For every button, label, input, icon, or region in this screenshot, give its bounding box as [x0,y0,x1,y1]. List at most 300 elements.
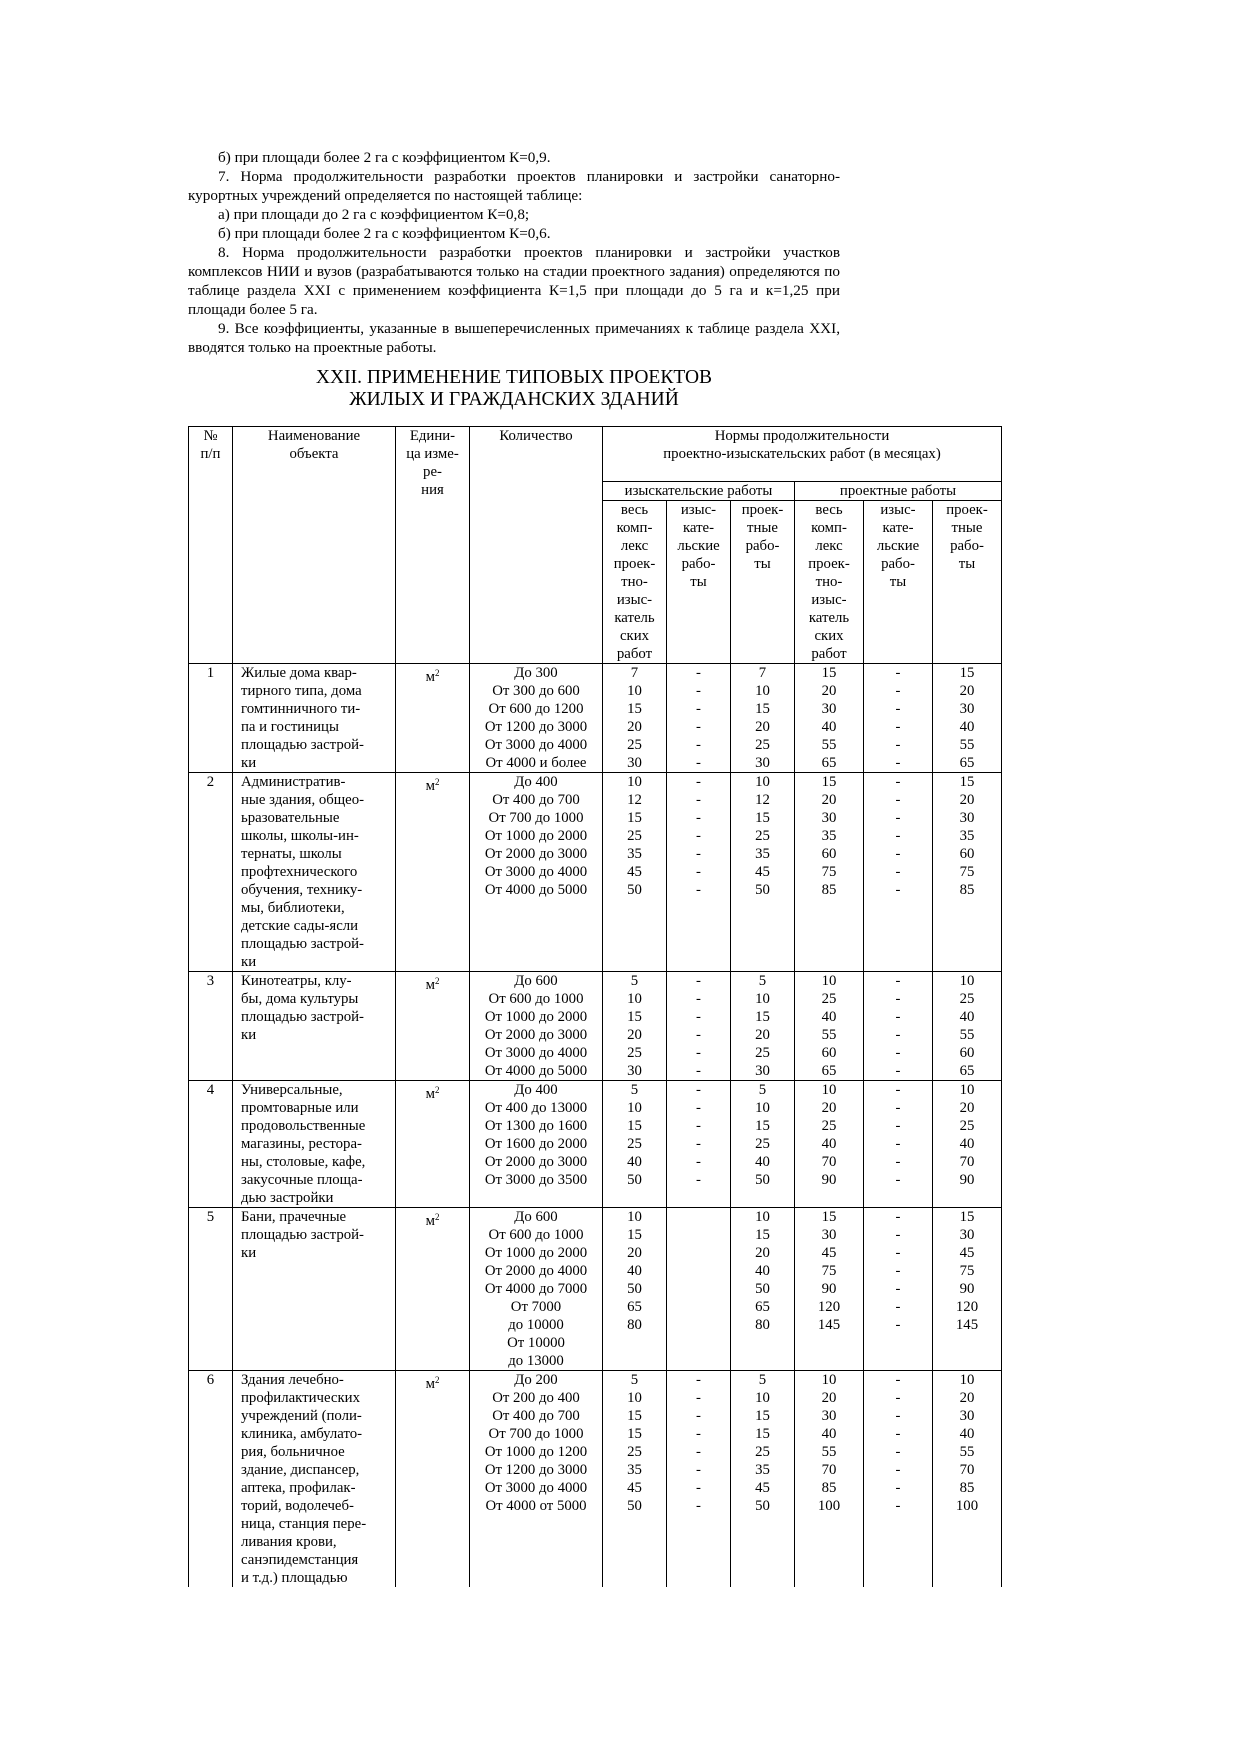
cell-line: От 4000 до 5000 [484,1063,588,1079]
cell-line: 40 [959,719,975,735]
cell-line: - [895,1462,901,1478]
cell-line: аптека, профилак- [241,1480,356,1496]
cell-line: 10 [627,1100,642,1116]
unit-exponent: 2 [434,668,440,678]
cell-line: - [895,882,901,898]
cell-line: тные [951,520,983,536]
cell-line: 25 [755,737,770,753]
cell-line: дью застройки [241,1190,334,1206]
cell-line: проек- [613,556,656,572]
cell-line: мы, библиотеки, [241,900,345,916]
cell-line: 15 [821,665,837,681]
cell-line: 70 [959,1154,975,1170]
value-col-6 [933,1208,1002,1371]
cell-line: тно- [815,574,843,590]
cell-line: 15 [627,701,642,717]
cell-line: 65 [959,1063,975,1079]
cell-line: 15 [755,1009,770,1025]
cell-line: 5 [758,973,767,989]
cell-line: площадью застрой- [241,1227,364,1243]
cell-line: - [895,1317,901,1333]
cell-line: 60 [821,1045,837,1061]
cell-line: 20 [821,683,837,699]
cell-line: Количество [499,428,573,444]
cell-line: 40 [821,1136,837,1152]
cell-line: - [895,1299,901,1315]
cell-line: 70 [821,1154,837,1170]
norms-table [188,426,1002,1587]
table-row [189,972,1002,1081]
cell-line: От 10000 [507,1335,565,1351]
cell-line: 10 [821,1082,837,1098]
cell-line: 10 [755,1100,770,1116]
cell-line: 45 [627,1480,642,1496]
cell-line: 20 [755,719,770,735]
cell-line: 90 [959,1172,975,1188]
cell-line: 65 [959,755,975,771]
cell-line: - [895,973,901,989]
cell-line: рия, больничное [241,1444,345,1460]
cell-line: 120 [955,1299,979,1315]
header-quantity [470,427,603,664]
cell-line: - [895,1082,901,1098]
header-norms [603,427,1002,482]
value-col-3 [731,1371,795,1588]
cell-line: - [696,810,701,826]
cell-line: 50 [627,1498,642,1514]
row-number: 4 [189,1081,233,1208]
cell-line: 75 [959,1263,975,1279]
row-number: 3 [189,972,233,1081]
cell-line: учреждений (поли- [241,1408,362,1424]
cell-line: - [696,991,701,1007]
cell-line: До 400 [514,774,558,790]
cell-line: продовольственные [241,1118,366,1134]
cell-line: 25 [627,1045,642,1061]
cell-line: 40 [755,1263,770,1279]
cell-line: 15 [755,1408,770,1424]
cell-line: - [895,683,901,699]
cell-line: - [895,1245,901,1261]
cell-line: 50 [755,882,770,898]
cell-line: 15 [821,774,837,790]
cell-line: От 1600 до 2000 [484,1136,588,1152]
row-number: 5 [189,1208,233,1371]
cell-line: 25 [627,828,642,844]
object-name [233,972,396,1081]
value-col-1 [603,1371,667,1588]
cell-line: 45 [627,864,642,880]
cell-line: 40 [755,1154,770,1170]
note-paragraph: 8. Норма продолжительности разработки проектов планировки и застройки участков комплексов НИИ и вузов (разрабатываются только на стадии проектного задания) определяются по таблице раздела XXI с применением коэффициента К=1,5 при площади до 5 га и к=1,25 при площади более 5 га. [188,244,840,318]
cell-line: 7 [630,665,639,681]
value-col-4 [795,1208,864,1371]
cell-line: 40 [627,1154,642,1170]
value-col-3 [731,664,795,773]
cell-line: 60 [959,846,975,862]
cell-line: 90 [821,1172,837,1188]
cell-line: 7 [758,665,767,681]
cell-line: От 600 до 1000 [488,991,584,1007]
cell-line: 80 [627,1317,642,1333]
cell-line: 20 [627,1245,642,1261]
value-col-3 [731,773,795,972]
cell-line: - [895,1408,901,1424]
cell-line: 65 [627,1299,642,1315]
cell-line: 15 [627,1426,642,1442]
cell-line: - [696,792,701,808]
cell-line: профтехнического [241,864,358,880]
cell-line: ки [241,954,257,970]
cell-line: ки [241,755,257,771]
cell-line: 55 [959,1444,975,1460]
cell-line: 40 [821,1426,837,1442]
cell-line: - [696,1118,701,1134]
row-number: 6 [189,1371,233,1588]
cell-line: - [895,810,901,826]
header-sub-5 [864,501,933,664]
value-col-5 [864,1371,933,1588]
unit-base: м [425,1086,435,1102]
cell-line: 60 [959,1045,975,1061]
cell-line: - [895,846,901,862]
cell-line: изыс- [811,592,847,608]
cell-line: От 2000 до 4000 [484,1263,588,1279]
cell-line: - [696,864,701,880]
header-sub-2 [667,501,731,664]
cell-line: - [696,1462,701,1478]
cell-line: объекта [289,446,339,462]
cell-line: - [696,1136,701,1152]
cell-line: - [895,1263,901,1279]
cell-line: 50 [755,1498,770,1514]
value-col-1 [603,972,667,1081]
cell-line: 25 [959,991,975,1007]
cell-line: - [895,1009,901,1025]
cell-line: От 1000 до 2000 [484,1009,588,1025]
cell-line: 10 [755,774,770,790]
unit-cell [396,972,470,1081]
notes-text [188,148,840,357]
header-row [189,427,1002,482]
cell-line: школы, школы-ин- [241,828,359,844]
cell-line: - [895,1227,901,1243]
cell-line: - [696,701,701,717]
cell-line: 55 [959,1027,975,1043]
cell-line: тирного типа, дома [241,683,362,699]
quantity-range [470,664,603,773]
cell-line: 145 [817,1317,841,1333]
unit-cell [396,1208,470,1371]
header-design: проектные работы [795,482,1002,501]
cell-line: 10 [959,1372,975,1388]
cell-line: 65 [821,1063,837,1079]
cell-line: - [696,719,701,735]
cell-line: кате- [682,520,715,536]
cell-line: 50 [755,1281,770,1297]
value-col-2 [667,773,731,972]
cell-line: 10 [959,973,975,989]
section-heading [188,367,840,411]
cell-line: изыс- [680,502,717,518]
cell-line: От 1200 до 3000 [484,719,588,735]
cell-line: ца изме- [406,446,459,462]
cell-line: ты [690,574,707,590]
cell-line: До 300 [514,665,558,681]
cell-line: 30 [821,1227,837,1243]
cell-line: 35 [959,828,975,844]
cell-line: 40 [959,1136,975,1152]
cell-line: Бани, прачечные [241,1209,347,1225]
cell-line: 40 [821,719,837,735]
cell-line: торий, водолечеб- [241,1498,354,1514]
cell-line: изыс- [616,592,653,608]
cell-line: - [696,828,701,844]
cell-line: - [696,737,701,753]
cell-line: 85 [821,882,837,898]
cell-line: 25 [755,1045,770,1061]
cell-line: - [895,1118,901,1134]
cell-line: - [895,1372,901,1388]
cell-line: проек- [741,502,784,518]
cell-line: - [696,1082,701,1098]
header-sub-4 [795,501,864,664]
object-name [233,1081,396,1208]
cell-line: - [895,665,901,681]
cell-line: 10 [627,774,642,790]
cell-line: До 600 [514,973,558,989]
unit-value [426,778,440,794]
cell-line: - [895,1444,901,1460]
cell-line: До 400 [514,1082,558,1098]
cell-line: - [696,1100,701,1116]
cell-line: 60 [821,846,837,862]
cell-line: От 1000 до 2000 [484,1245,588,1261]
value-col-2 [667,1371,731,1588]
cell-line: рабо- [881,556,915,572]
unit-exponent: 2 [434,1375,440,1385]
value-col-2 [667,972,731,1081]
cell-line: 90 [959,1281,975,1297]
cell-line: ских [619,628,650,644]
cell-line: 90 [821,1281,837,1297]
note-paragraph: 9. Все коэффициенты, указанные в вышеперечисленных примечаниях к таблице раздела XXI, вводятся только на проектные работы. [188,320,840,356]
cell-line: 10 [755,991,770,1007]
cell-line: - [895,1154,901,1170]
cell-line: 20 [627,1027,642,1043]
cell-line: 40 [821,1009,837,1025]
value-col-4 [795,972,864,1081]
cell-line: 30 [959,1408,975,1424]
cell-line: 15 [959,1209,975,1225]
cell-line: 55 [959,737,975,753]
unit-value [426,1376,440,1392]
cell-line: 50 [627,1172,642,1188]
cell-line: 15 [755,1227,770,1243]
cell-line: От 400 до 700 [492,792,580,808]
cell-line: От 700 до 1000 [488,1426,584,1442]
cell-line: 15 [627,1118,642,1134]
cell-line: От 1000 до 1200 [484,1444,588,1460]
cell-line: 10 [821,973,837,989]
cell-line: ны, столовые, кафе, [241,1154,366,1170]
cell-line: - [696,774,701,790]
table-row [189,1371,1002,1588]
unit-value [426,977,440,993]
cell-line: - [696,665,701,681]
cell-line: 65 [755,1299,770,1315]
cell-line: 20 [627,719,642,735]
unit-base: м [425,1213,435,1229]
unit-exponent: 2 [434,777,440,787]
cell-line: 20 [821,1390,837,1406]
cell-line: - [895,1172,901,1188]
unit-exponent: 2 [434,1212,440,1222]
unit-cell [396,664,470,773]
cell-line: 35 [627,1462,642,1478]
value-col-5 [864,773,933,972]
cell-line: 45 [755,1480,770,1496]
cell-line: п/п [200,446,221,462]
cell-line: - [895,774,901,790]
cell-line: 10 [627,1390,642,1406]
value-col-4 [795,1371,864,1588]
value-col-5 [864,972,933,1081]
cell-line: лекс [620,538,649,554]
cell-line: - [895,755,901,771]
cell-line: проек- [946,502,988,518]
cell-line: - [696,1172,701,1188]
cell-line: 75 [959,864,975,880]
cell-line: рабо- [745,538,780,554]
cell-line: - [696,755,701,771]
cell-line: - [895,1498,901,1514]
cell-line: 50 [627,882,642,898]
unit-base: м [425,778,435,794]
cell-line: 75 [821,864,837,880]
cell-line: 25 [821,1118,837,1134]
cell-line: 20 [959,1100,975,1116]
cell-line: 35 [821,828,837,844]
cell-line: - [696,1063,701,1079]
value-col-3 [731,1208,795,1371]
cell-line: 25 [959,1118,975,1134]
unit-cell [396,1371,470,1588]
quantity-range [470,972,603,1081]
cell-line: 5 [630,1082,639,1098]
cell-line: От 2000 до 3000 [484,1027,588,1043]
cell-line: - [895,1027,901,1043]
cell-line: 70 [821,1462,837,1478]
cell-line: - [696,1498,701,1514]
cell-line: 15 [755,810,770,826]
row-number: 1 [189,664,233,773]
cell-line: 45 [755,864,770,880]
cell-line: ки [241,1245,257,1261]
cell-line: 55 [821,1027,837,1043]
cell-line: 75 [821,1263,837,1279]
cell-line: - [895,1426,901,1442]
cell-line: - [696,1390,701,1406]
note-paragraph: а) при площади до 2 га с коэффициентом К=0,8; [218,206,530,223]
cell-line: ьразовательные [241,810,340,826]
cell-line: до 10000 [508,1317,564,1333]
cell-line: изыс- [880,502,916,518]
cell-line: 10 [627,683,642,699]
cell-line: 100 [955,1498,979,1514]
unit-base: м [425,1376,435,1392]
cell-line: катель [614,610,655,626]
cell-line: От 3000 до 4000 [484,864,588,880]
cell-line: 10 [959,1082,975,1098]
value-col-6 [933,972,1002,1081]
cell-line: Здания лечебно- [241,1372,344,1388]
unit-value [426,669,440,685]
cell-line: 40 [627,1263,642,1279]
cell-line: От 2000 до 3000 [484,1154,588,1170]
cell-line: От 300 до 600 [492,683,580,699]
table-row [189,664,1002,773]
section-heading-line: XXII. ПРИМЕНЕНИЕ ТИПОВЫХ ПРОЕКТОВ [315,367,713,388]
cell-line: 35 [755,846,770,862]
cell-line: ских [814,628,844,644]
cell-line: От 2000 до 3000 [484,846,588,862]
cell-line: закусочные площа- [241,1172,363,1188]
object-name [233,664,396,773]
cell-line: - [696,1372,701,1388]
cell-line: От 7000 [510,1299,562,1315]
cell-line: 100 [817,1498,841,1514]
cell-line: санэпидемстанция [241,1552,359,1568]
cell-line: клиника, амбулато- [241,1426,363,1442]
cell-line: 15 [755,1118,770,1134]
quantity-range [470,1081,603,1208]
cell-line: ты [958,556,976,572]
value-col-6 [933,773,1002,972]
note-paragraph: б) при площади более 2 га с коэффициентом К=0,6. [218,225,551,242]
cell-line: № [203,428,218,444]
cell-line: От 1200 до 3000 [484,1462,588,1478]
cell-line: профилактических [241,1390,361,1406]
cell-line: 15 [755,701,770,717]
cell-line: 10 [755,1209,770,1225]
cell-line: 80 [755,1317,770,1333]
cell-line: От 200 до 400 [492,1390,580,1406]
object-name [233,773,396,972]
cell-line: площадью застрой- [241,1009,364,1025]
value-col-2 [667,1208,731,1371]
cell-line: 5 [630,1372,639,1388]
value-col-5 [864,1081,933,1208]
cell-line: Административ- [241,774,346,790]
cell-line: рабо- [950,538,984,554]
cell-line: 25 [627,1444,642,1460]
cell-line: - [696,683,701,699]
cell-line: - [895,1390,901,1406]
cell-line: 15 [959,665,975,681]
object-name [233,1371,396,1588]
cell-line: От 3000 до 4000 [484,737,588,753]
cell-line: тно- [621,574,648,590]
cell-line: 25 [821,991,837,1007]
unit-cell [396,773,470,972]
header-sub-6 [933,501,1002,664]
value-col-1 [603,773,667,972]
cell-line: 10 [627,1209,642,1225]
cell-line: 70 [959,1462,975,1478]
cell-line: - [895,737,901,753]
cell-line: 25 [755,1444,770,1460]
